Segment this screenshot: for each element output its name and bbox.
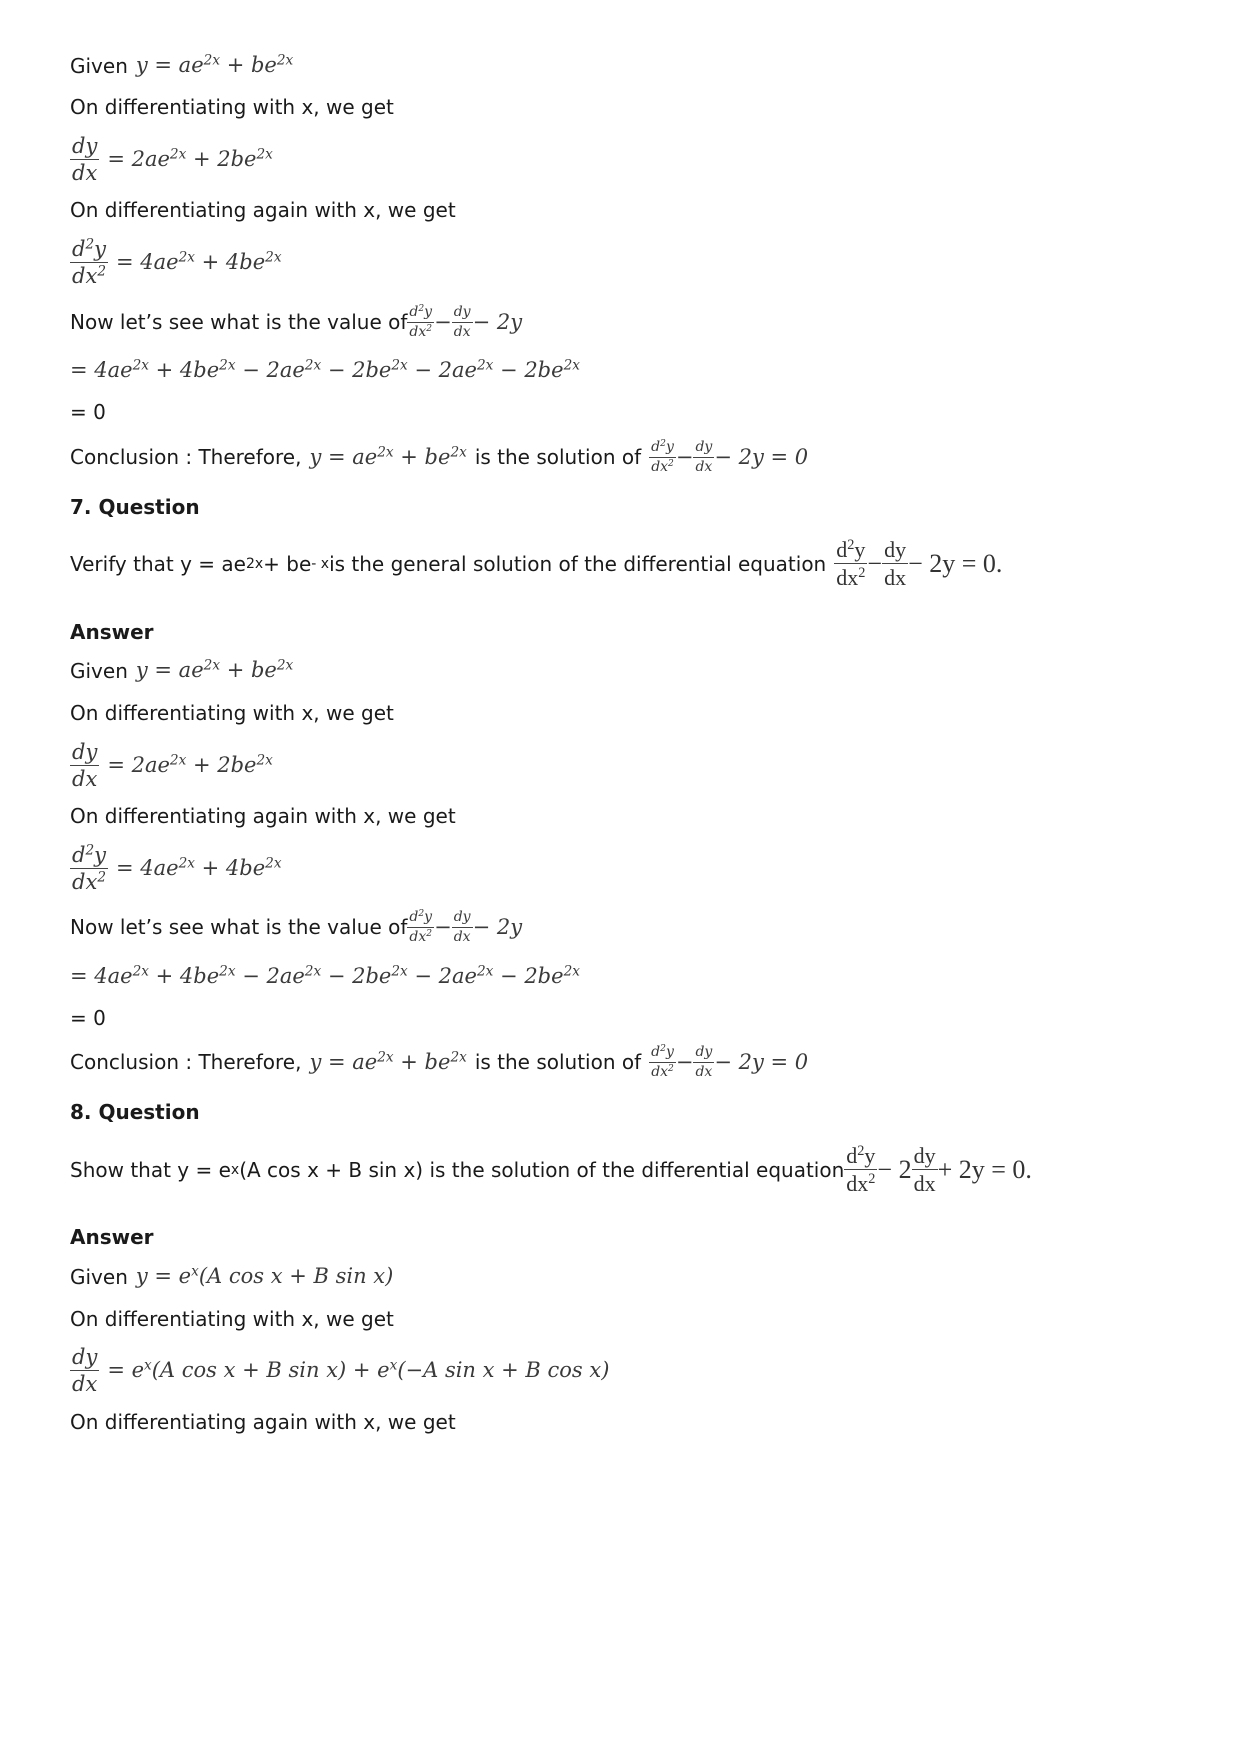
given-line-2: Given $y = ae^{2x} + be^{2x}$ xyxy=(70,657,294,683)
conclusion-line-2: Conclusion : Therefore, $y = ae^{2x} + be^{2x}$ is the solution of $\frac{d^2y}{dx^2}$ − $\frac{dy}{dx}$ − 2y = 0 xyxy=(70,1044,809,1080)
diff-line-1: On differentiating with x, we get xyxy=(70,95,394,119)
second-derivative-2: $\frac{d^2y}{dx^2}$ = $4ae^{2x} + 4be^{2x}$ xyxy=(72,842,282,895)
expansion-line-2: = $4ae^{2x} + 4be^{2x} - 2ae^{2x} - 2be^{2x} - 2ae^{2x} - 2be^{2x}$ xyxy=(70,963,580,988)
question-7-statement: Verify that y = ae 2x + be - x is the general solution of the differential equation $\frac{d^2y}{dx^2}$ − $\frac{dy}{dx}$ − 2y = 0. xyxy=(70,537,1003,591)
diff-again-line-1: On differentiating again with x, we get xyxy=(70,198,456,222)
diff-again-line-3: On differentiating again with x, we get xyxy=(70,1410,456,1434)
given-line-1: Given $y = ae^{2x} + be^{2x}$ xyxy=(70,52,294,78)
diff-line-2: On differentiating with x, we get xyxy=(70,701,394,725)
question-7-answer-label: Answer xyxy=(70,620,154,644)
question-8-answer-label: Answer xyxy=(70,1225,154,1249)
first-derivative-3: $\frac{dy}{dx}$ = $e^x(A$ cos x + B $\sin x) + e^x(-A$ sin x + B cos x) xyxy=(72,1345,610,1397)
first-derivative-1: $\frac{dy}{dx}$ = $2ae^{2x} + 2be^{2x}$ xyxy=(72,134,273,186)
diff-again-line-2: On differentiating again with x, we get xyxy=(70,804,456,828)
first-derivative-2: $\frac{dy}{dx}$ = $2ae^{2x} + 2be^{2x}$ xyxy=(72,740,273,792)
zero-line-2: = 0 xyxy=(70,1006,106,1030)
question-8-heading: 8. Question xyxy=(70,1100,200,1124)
diff-line-3: On differentiating with x, we get xyxy=(70,1307,394,1331)
now-line-2: Now let’s see what is the value of $\frac{d^2y}{dx^2}$ − $\frac{dy}{dx}$ − 2y xyxy=(70,909,523,945)
second-derivative-1: $\frac{d^2y}{dx^2}$ = $4ae^{2x} + 4be^{2x}$ xyxy=(72,236,282,289)
conclusion-line-1: Conclusion : Therefore, $y = ae^{2x} + be^{2x}$ is the solution of $\frac{d^2y}{dx^2}$ − $\frac{dy}{dx}$ − 2y = 0 xyxy=(70,439,809,475)
question-7-heading: 7. Question xyxy=(70,495,200,519)
expansion-line-1: = $4ae^{2x} + 4be^{2x} - 2ae^{2x} - 2be^{2x} - 2ae^{2x} - 2be^{2x}$ xyxy=(70,357,580,382)
now-line-1: Now let’s see what is the value of $\frac{d^2y}{dx^2}$ − $\frac{dy}{dx}$ − 2y xyxy=(70,304,523,340)
question-8-statement: Show that y = e x (A cos x + B sin x) is the solution of the differential equation $\frac{d^2y}{dx^2}$ − 2 $\frac{dy}{dx}$ + 2y = 0. xyxy=(70,1143,1032,1197)
given-line-3: Given $y = e^x(A$ cos x + B sin x) xyxy=(70,1263,394,1289)
zero-line-1: = 0 xyxy=(70,400,106,424)
